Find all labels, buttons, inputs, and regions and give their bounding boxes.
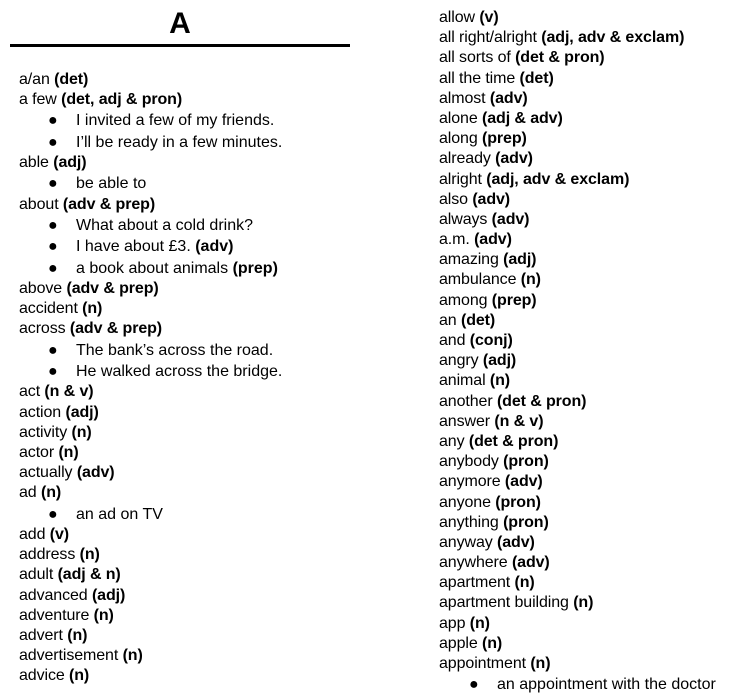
- left-word-column: [19, 70, 282, 686]
- headword: animal: [439, 372, 486, 390]
- headword: anyway: [439, 533, 493, 551]
- headword: apple: [439, 634, 478, 652]
- part-of-speech: (n): [40, 484, 62, 502]
- example-text: a book about animals: [76, 259, 229, 277]
- part-of-speech: (det & pron): [468, 432, 559, 450]
- part-of-speech: (pron): [503, 513, 549, 531]
- word-entry: [439, 654, 716, 674]
- example-text: What about a cold drink?: [76, 216, 253, 234]
- headword: advice: [19, 667, 65, 685]
- example-text: be able to: [76, 175, 147, 193]
- part-of-speech: (adj & n): [57, 566, 121, 584]
- word-entry: [19, 483, 282, 503]
- word-entry: [19, 606, 282, 626]
- part-of-speech: (adj, adv & exclam): [541, 29, 685, 47]
- headword: apartment building: [439, 594, 569, 612]
- word-entry: [19, 90, 282, 110]
- section-letter-heading: A: [169, 7, 191, 40]
- part-of-speech: (v): [49, 525, 70, 543]
- word-entry: [19, 463, 282, 483]
- part-of-speech: (adv & prep): [62, 195, 156, 213]
- word-entry: [439, 210, 716, 230]
- part-of-speech: (adv): [474, 231, 512, 249]
- word-entry: [439, 129, 716, 149]
- word-entry: [439, 432, 716, 452]
- word-entry: [439, 89, 716, 109]
- headword: ambulance: [439, 271, 517, 289]
- bullet-icon: ●: [48, 505, 58, 523]
- bullet-icon: ●: [48, 133, 58, 151]
- part-of-speech: (n): [69, 667, 90, 685]
- part-of-speech: (n): [82, 300, 103, 318]
- bullet-icon: ●: [48, 112, 58, 130]
- headword: advert: [19, 626, 63, 644]
- headword: an: [439, 311, 457, 329]
- word-entry: [19, 646, 282, 666]
- usage-example: [19, 215, 282, 236]
- word-entry: [439, 109, 716, 129]
- word-entry: [439, 230, 716, 250]
- part-of-speech: (adj): [65, 403, 99, 421]
- headword: action: [19, 403, 62, 421]
- example-part-of-speech: (prep): [232, 259, 278, 277]
- word-entry: [439, 533, 716, 553]
- part-of-speech: (det): [460, 311, 496, 329]
- part-of-speech: (n): [67, 626, 88, 644]
- word-entry: [439, 472, 716, 492]
- headword: appointment: [439, 655, 526, 672]
- part-of-speech: (n): [79, 546, 100, 564]
- headword: adventure: [19, 606, 90, 624]
- part-of-speech: (n): [514, 574, 535, 592]
- headword: actor: [19, 444, 55, 461]
- part-of-speech: (adv & prep): [66, 280, 159, 298]
- word-entry: [439, 452, 716, 472]
- bullet-icon: ●: [48, 259, 58, 277]
- word-entry: [19, 666, 282, 686]
- part-of-speech: (v): [479, 9, 499, 26]
- headword: always: [439, 210, 488, 228]
- part-of-speech: (n & v): [44, 383, 94, 401]
- headword: adult: [19, 566, 54, 584]
- headword: allow: [439, 9, 475, 26]
- usage-example: [19, 132, 282, 153]
- part-of-speech: (n & v): [494, 412, 544, 430]
- part-of-speech: (n): [482, 634, 503, 652]
- headword: app: [439, 614, 466, 632]
- usage-example: [19, 361, 282, 382]
- word-entry: [19, 525, 282, 545]
- word-entry: [19, 279, 282, 299]
- headword: add: [19, 525, 46, 543]
- headword: angry: [439, 352, 479, 370]
- headword: anybody: [439, 453, 499, 471]
- word-entry: [19, 443, 282, 463]
- right-word-column: [439, 8, 716, 696]
- usage-example: [19, 236, 282, 257]
- headword: all right/alright: [439, 29, 537, 47]
- usage-example: [439, 674, 716, 695]
- word-entry: [439, 270, 716, 290]
- word-entry: [439, 573, 716, 593]
- headword: and: [439, 332, 466, 349]
- part-of-speech: (n): [93, 606, 114, 624]
- example-text: He walked across the bridge.: [76, 363, 283, 381]
- example-text: I’ll be ready in a few minutes.: [76, 133, 283, 151]
- headword: all the time: [439, 69, 516, 87]
- usage-example: [19, 110, 282, 131]
- headword: across: [19, 320, 66, 338]
- headword: anything: [439, 513, 499, 531]
- word-entry: [19, 565, 282, 585]
- example-text: The bank’s across the road.: [76, 341, 274, 359]
- headword: activity: [19, 423, 68, 441]
- word-entry: [439, 513, 716, 533]
- word-entry: [439, 311, 716, 331]
- headword: advanced: [19, 586, 88, 604]
- word-entry: [19, 626, 282, 646]
- word-entry: [439, 614, 716, 634]
- word-entry: [19, 153, 282, 173]
- word-entry: [19, 319, 282, 339]
- part-of-speech: (det): [54, 71, 89, 88]
- part-of-speech: (adv): [491, 210, 530, 228]
- headword: advertisement: [19, 647, 119, 665]
- usage-example: [19, 340, 282, 361]
- word-entry: [439, 170, 716, 190]
- word-entry: [19, 70, 282, 90]
- bullet-icon: ●: [48, 175, 58, 193]
- word-entry: [19, 403, 282, 423]
- part-of-speech: (prep): [482, 130, 527, 148]
- word-entry: [19, 382, 282, 402]
- heading-rule: [10, 44, 350, 47]
- part-of-speech: (n): [573, 594, 594, 612]
- part-of-speech: (adv): [504, 473, 543, 491]
- bullet-icon: ●: [469, 676, 479, 694]
- example-text: I have about £3.: [76, 238, 191, 256]
- headword: ad: [19, 484, 37, 502]
- word-entry: [19, 195, 282, 215]
- part-of-speech: (n): [489, 372, 511, 390]
- headword: alright: [439, 170, 482, 188]
- headword: amazing: [439, 251, 499, 269]
- headword: all sorts of: [439, 49, 511, 67]
- part-of-speech: (n): [530, 655, 551, 672]
- part-of-speech: (adv): [489, 89, 528, 107]
- word-entry: [439, 371, 716, 391]
- bullet-icon: ●: [48, 216, 58, 234]
- headword: accident: [19, 300, 78, 318]
- headword: about: [19, 195, 59, 213]
- part-of-speech: (adv): [511, 554, 550, 572]
- part-of-speech: (adv & prep): [69, 320, 163, 338]
- part-of-speech: (det & pron): [496, 392, 587, 410]
- headword: address: [19, 546, 76, 564]
- example-text: an appointment with the doctor: [497, 676, 716, 694]
- part-of-speech: (conj): [469, 332, 513, 349]
- part-of-speech: (n): [71, 423, 92, 441]
- part-of-speech: (adv): [497, 533, 535, 551]
- word-entry: [439, 190, 716, 210]
- word-entry: [19, 545, 282, 565]
- part-of-speech: (adv): [472, 190, 511, 208]
- headword: above: [19, 280, 63, 298]
- headword: also: [439, 190, 468, 208]
- example-text: I invited a few of my friends.: [76, 112, 275, 130]
- word-entry: [439, 351, 716, 371]
- word-entry: [439, 392, 716, 412]
- part-of-speech: (adj): [91, 586, 126, 604]
- part-of-speech: (det & pron): [515, 49, 605, 67]
- word-entry: [439, 69, 716, 89]
- word-entry: [439, 28, 716, 48]
- word-entry: [439, 553, 716, 573]
- word-entry: [439, 291, 716, 311]
- part-of-speech: (adv): [495, 150, 533, 168]
- bullet-icon: ●: [48, 341, 58, 359]
- headword: able: [19, 154, 49, 172]
- word-entry: [439, 250, 716, 270]
- part-of-speech: (adj): [53, 154, 87, 172]
- word-entry: [439, 48, 716, 68]
- headword: answer: [439, 412, 490, 430]
- part-of-speech: (adj): [503, 251, 537, 269]
- headword: act: [19, 383, 41, 401]
- word-entry: [439, 149, 716, 169]
- part-of-speech: (pron): [503, 453, 549, 471]
- headword: anyone: [439, 493, 491, 511]
- bullet-icon: ●: [48, 363, 58, 381]
- headword: along: [439, 130, 478, 148]
- part-of-speech: (n): [58, 444, 79, 461]
- part-of-speech: (det, adj & pron): [61, 91, 183, 109]
- part-of-speech: (adj & adv): [482, 109, 563, 127]
- part-of-speech: (prep): [491, 291, 537, 309]
- headword: almost: [439, 89, 486, 107]
- word-entry: [439, 493, 716, 513]
- headword: already: [439, 150, 491, 168]
- example-part-of-speech: (adv): [195, 238, 234, 256]
- word-entry: [439, 331, 716, 351]
- headword: a.m.: [439, 231, 470, 249]
- headword: among: [439, 291, 488, 309]
- part-of-speech: (n): [469, 614, 490, 632]
- headword: another: [439, 392, 493, 410]
- part-of-speech: (pron): [495, 493, 541, 511]
- word-entry: [19, 586, 282, 606]
- word-entry: [439, 634, 716, 654]
- part-of-speech: (n): [520, 271, 541, 289]
- word-entry: [19, 423, 282, 443]
- headword: actually: [19, 464, 73, 482]
- example-text: an ad on TV: [76, 505, 163, 523]
- headword: anywhere: [439, 554, 508, 572]
- usage-example: [19, 504, 282, 525]
- part-of-speech: (adv): [76, 464, 115, 482]
- headword: any: [439, 432, 465, 450]
- part-of-speech: (n): [122, 647, 143, 665]
- usage-example: [19, 258, 282, 279]
- word-entry: [439, 8, 716, 28]
- part-of-speech: (det): [519, 69, 554, 87]
- headword: a few: [19, 91, 57, 109]
- headword: alone: [439, 109, 478, 127]
- bullet-icon: ●: [48, 238, 58, 256]
- part-of-speech: (adj): [482, 352, 517, 370]
- usage-example: [19, 173, 282, 194]
- word-entry: [439, 593, 716, 613]
- headword: a/an: [19, 71, 50, 88]
- word-entry: [19, 299, 282, 319]
- headword: apartment: [439, 574, 511, 592]
- word-entry: [439, 412, 716, 432]
- headword: anymore: [439, 473, 501, 491]
- part-of-speech: (adj, adv & exclam): [486, 170, 630, 188]
